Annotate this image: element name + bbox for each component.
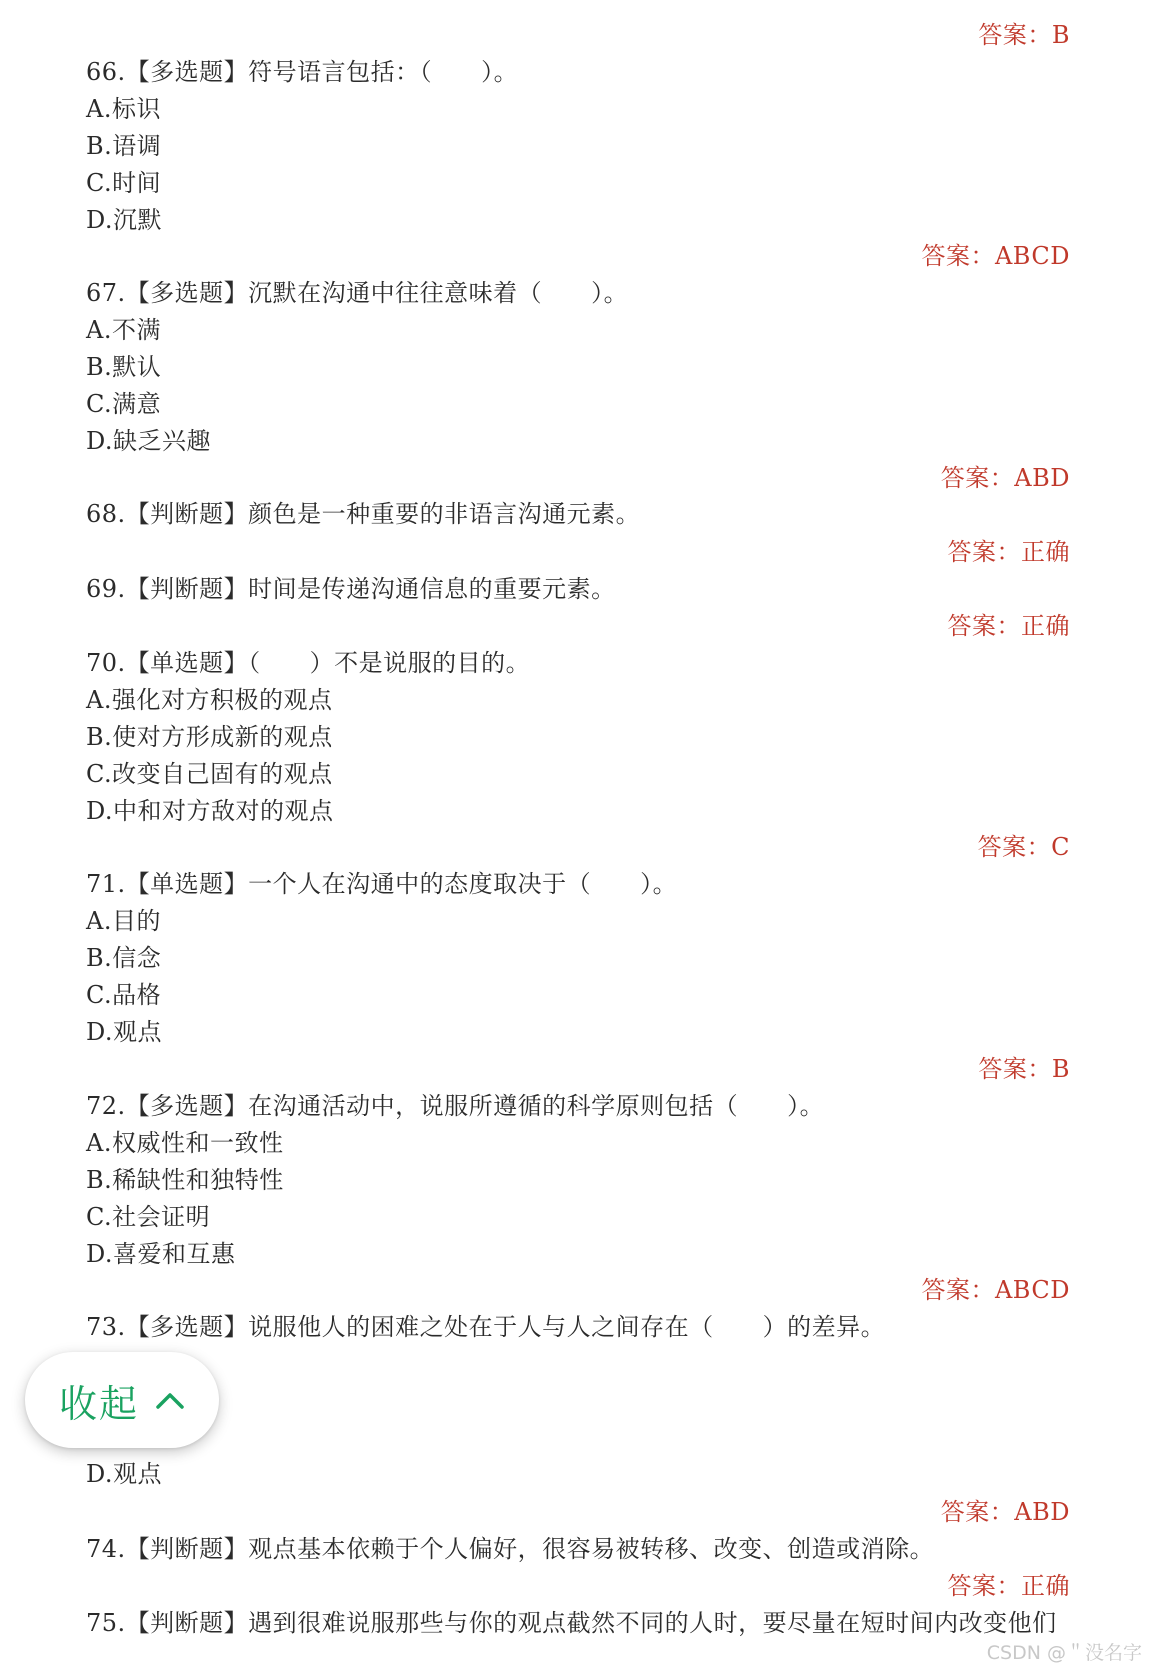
answer-option: B.信念 [86,944,162,972]
answer-option: B.默认 [86,353,162,381]
collapse-label: 收起 [58,1381,139,1426]
answer-option: C.时间 [86,169,162,197]
answer-option: D.中和对方敌对的观点 [86,797,334,825]
question-stem: 69.【判断题】时间是传递沟通信息的重要元素。 [86,575,616,603]
csdn-watermark: CSDN @＂没名字 [986,1642,1142,1664]
answer-option: A.强化对方积极的观点 [86,686,333,714]
answer-key: 答案：ABCD [921,242,1070,270]
answer-key: 答案：ABCD [921,1276,1070,1304]
question-stem: 73.【多选题】说服他人的困难之处在于人与人之间存在（ ）的差异。 [86,1313,886,1341]
answer-option: A.不满 [86,316,161,344]
answer-option: D.观点 [86,1018,163,1046]
answer-option: A.目的 [86,907,161,935]
answer-option: C.品格 [86,981,162,1009]
answer-option: B.使对方形成新的观点 [86,723,333,751]
answer-option: A.权威性和一致性 [86,1129,284,1157]
question-stem: 70.【单选题】（ ）不是说服的目的。 [86,649,531,677]
answer-option: D.缺乏兴趣 [86,427,212,455]
collapse-button[interactable] [25,1352,219,1448]
answer-option: D.观点 [86,1460,163,1488]
question-stem: 75.【判断题】遇到很难说服那些与你的观点截然不同的人时，要尽量在短时间内改变他们 [86,1609,1057,1637]
answer-option: A.标识 [86,95,161,123]
answer-key: 答案：C [977,833,1070,861]
answer-key: 答案：正确 [947,1572,1070,1600]
question-stem: 74.【判断题】观点基本依赖于个人偏好，很容易被转移、改变、创造或消除。 [86,1535,935,1563]
answer-option: D.喜爱和互惠 [86,1240,236,1268]
answer-option: D.沉默 [86,206,163,234]
question-stem: 68.【判断题】颜色是一种重要的非语言沟通元素。 [86,500,641,528]
answer-option: B.语调 [86,132,162,160]
answer-option: C.社会证明 [86,1203,211,1231]
answer-option: C.改变自己固有的观点 [86,760,333,788]
answer-option: C.满意 [86,390,162,418]
answer-key: 答案：正确 [947,538,1070,566]
answer-key: 答案：ABD [940,464,1070,492]
answer-key: 答案：B [978,1055,1070,1083]
question-stem: 72.【多选题】在沟通活动中，说服所遵循的科学原则包括（ ）。 [86,1092,825,1120]
question-stem: 71.【单选题】一个人在沟通中的态度取决于（ ）。 [86,870,678,898]
answer-key: 答案：正确 [947,612,1070,640]
question-stem: 67.【多选题】沉默在沟通中往往意味着（ ）。 [86,279,629,307]
chevron-up-icon [155,1390,185,1410]
answer-key: 答案：B [978,21,1070,49]
answer-key: 答案：ABD [940,1498,1070,1526]
answer-option: B.稀缺性和独特性 [86,1166,284,1194]
question-stem: 66.【多选题】符号语言包括：（ ）。 [86,58,519,86]
